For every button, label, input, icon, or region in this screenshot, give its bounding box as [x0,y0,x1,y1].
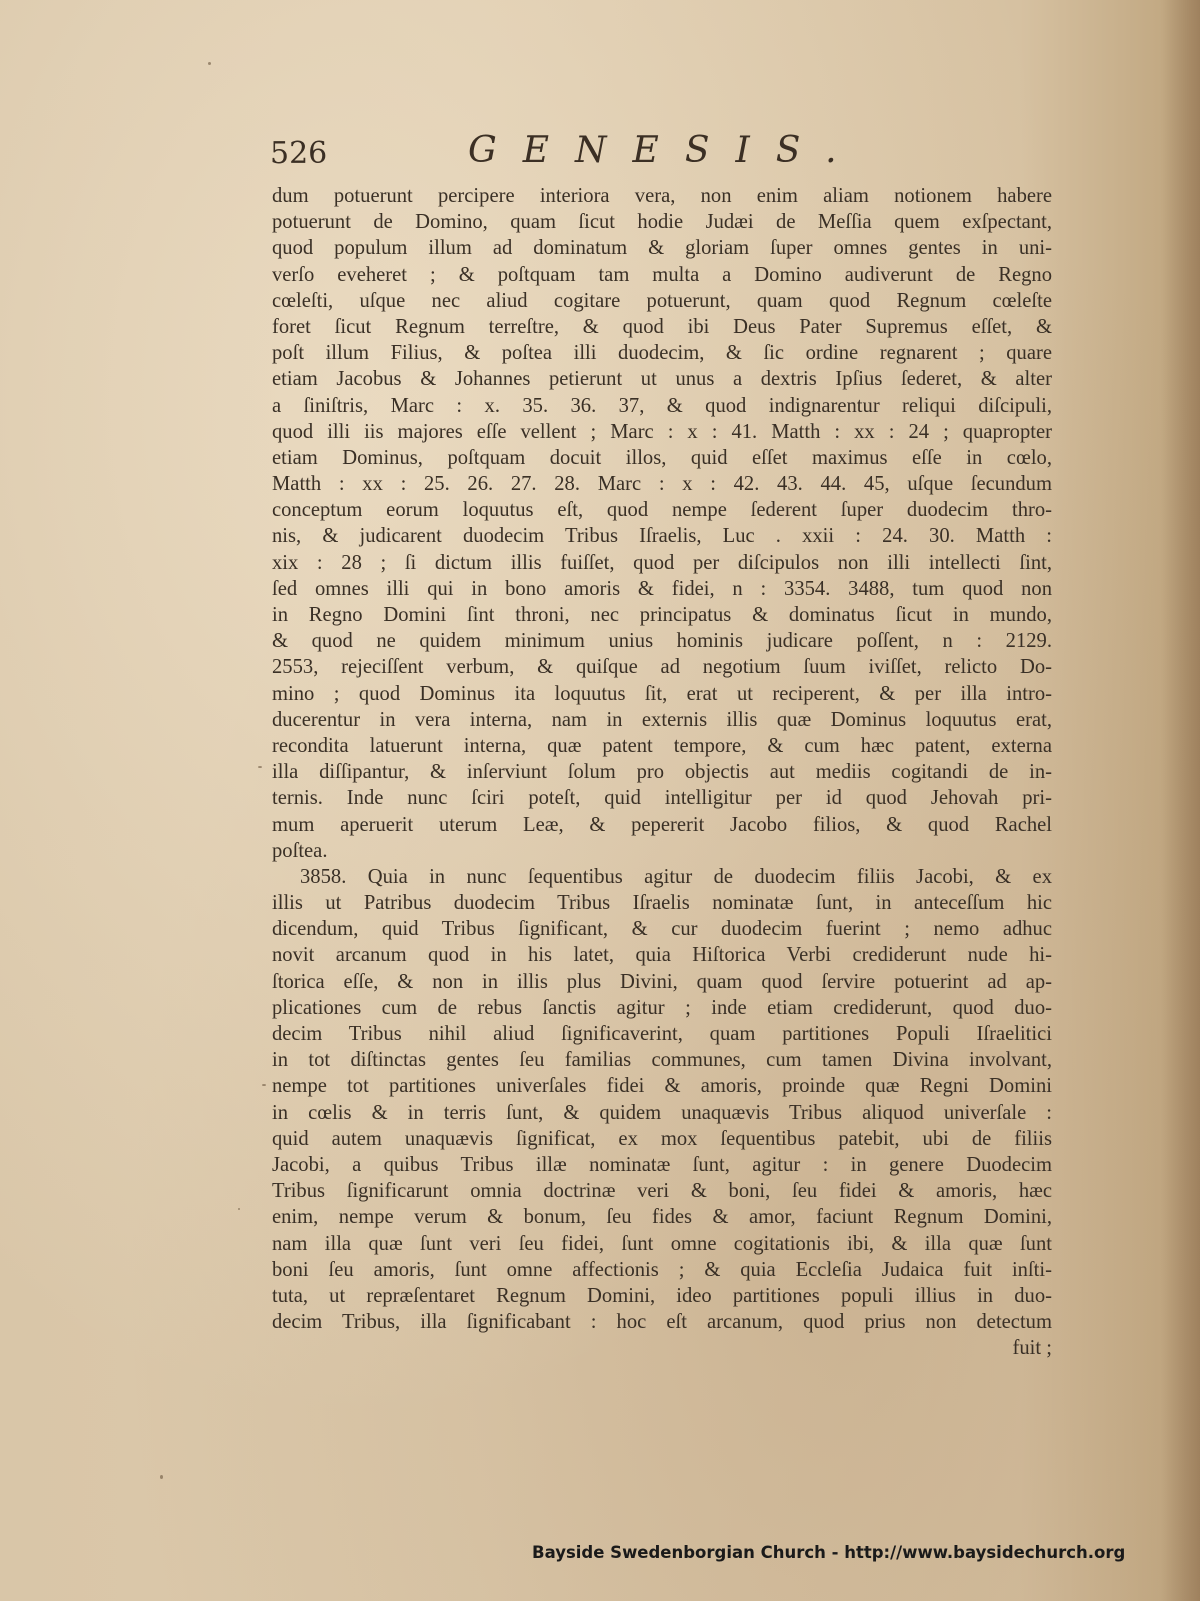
text-line: dicendum, quid Tribus ſignificant, & cur duodecim fuerint ; nemo adhuc [272,918,1052,941]
text-line: Jacobi, a quibus Tribus illæ nominatæ ſunt, agitur : in genere Duodecim [272,1153,1052,1176]
text-line: in tot diſtinctas gentes ſeu familias communes, cum tamen Divina involvant, [272,1049,1052,1072]
section-start-line: 3858. Quia in nunc ſequentibus agitur de duodecim filiis Jacobi, & ex [300,865,1052,888]
running-title: GENESIS. [468,130,863,171]
text-line: nis, & judicarent duodecim Tribus Iſraelis, Luc . xxii : 24. 30. Matth : [272,525,1052,548]
paper-speck [238,1208,240,1210]
text-line: nam illa quæ ſunt veri ſeu fidei, ſunt omne cogitationis ibi, & illa quæ ſunt [272,1232,1052,1255]
footer-credit: Bayside Swedenborgian Church - http://www.baysidechurch.org [532,1543,1126,1562]
text-line: etiam Jacobus & Johannes petierunt ut unus a dextris Ipſius ſederet, & alter [272,368,1052,391]
text-line: enim, nempe verum & bonum, ſeu fides & amor, faciunt Regnum Domini, [272,1206,1052,1229]
paper-speck [208,62,211,65]
text-line: & quod ne quidem minimum unius hominis judicare poſſent, n : 2129. [272,630,1052,653]
text-line: foret ſicut Regnum terreſtre, & quod ibi Deus Pater Supremus eſſet, & [272,315,1052,338]
page-number: 526 [270,136,328,171]
text-line: novit arcanum quod in his latet, quia Hiſtorica Verbi crediderunt nude hi- [272,944,1052,967]
text-line: potuerunt de Domino, quam ſicut hodie Judæi de Meſſia quem exſpectant, [272,211,1052,234]
text-line: quid autem unaquævis ſignificat, ex mox ſequentibus patebit, ubi de filiis [272,1127,1052,1150]
text-line: nempe tot partitiones univerſales fidei & amoris, proinde quæ Regni Domini [272,1075,1052,1098]
text-line: 2553, rejeciſſent verbum, & quiſque ad negotium ſuum iviſſet, relicto Do- [272,656,1052,679]
text-line: illa diſſipantur, & inſerviunt ſolum pro objectis aut mediis cogitandi de in- [272,761,1052,784]
text-line: Matth : xx : 25. 26. 27. 28. Marc : x : 42. 43. 44. 45, uſque ſecundum [272,473,1052,496]
text-line: in Regno Domini ſint throni, nec principatus & dominatus ſicut in mundo, [272,604,1052,626]
page-edge-shadow [1160,0,1200,1601]
text-line: plicationes cum de rebus ſanctis agitur ; inde etiam crediderunt, quod duo- [272,996,1052,1019]
text-line: mum aperuerit uterum Leæ, & pepererit Jacobo filios, & quod Rachel [272,813,1052,836]
text-line: etiam Dominus, poſtquam docuit illos, quid eſſet maximus eſſe in cœlo, [272,446,1052,469]
paragraph-end-line: poſtea. [272,839,328,862]
paper-speck [262,1084,266,1086]
text-line: ducerentur in vera interna, nam in externis illis quæ Dominus loquutus erat, [272,708,1052,731]
text-line: ſed omnes illi qui in bono amoris & fidei, n : 3354. 3488, tum quod non [272,577,1052,600]
text-line: dum potuerunt percipere interiora vera, non enim aliam notionem habere [272,185,1052,207]
text-line: quod illi iis majores eſſe vellent ; Marc : x : 41. Matth : xx : 24 ; quapropter [272,420,1052,443]
catchword: fuit ; [1012,1337,1052,1360]
text-line: boni ſeu amoris, ſunt omne affectionis ; & quia Eccleſia Judaica fuit inſti- [272,1258,1052,1281]
text-line: a ſiniſtris, Marc : x. 35. 36. 37, & quod indignarentur reliqui diſcipuli, [272,394,1052,417]
text-line: xix : 28 ; ſi dictum illis fuiſſet, quod per diſcipulos non illi intellecti ſint, [272,551,1052,574]
text-line: Tribus ſignificarunt omnia doctrinæ veri & boni, ſeu fidei & amoris, hæc [272,1180,1052,1203]
paper-speck [160,1475,163,1479]
text-line: poſt illum Filius, & poſtea illi duodecim, & ſic ordine regnarent ; quare [272,342,1052,365]
text-line: decim Tribus nihil aliud ſignificaverint, quam partitiones Populi Iſraelitici [272,1023,1052,1045]
text-line: cœleſti, uſque nec aliud cogitare potuerunt, quam quod Regnum cœleſte [272,289,1052,312]
text-line: ſtorica eſſe, & non in illis plus Divini, quam quod ſervire potuerint ad ap- [272,970,1052,993]
text-line: recondita latuerunt interna, quæ patent tempore, & cum hæc patent, externa [272,734,1052,757]
text-line: tuta, ut repræſentaret Regnum Domini, ideo partitiones populi illius in duo- [272,1284,1052,1307]
text-line: verſo eveheret ; & poſtquam tam multa a Domino audiverunt de Regno [272,263,1052,286]
paper-speck [258,766,262,768]
text-line: quod populum illum ad dominatum & gloriam ſuper omnes gentes in uni- [272,237,1052,260]
text-line: mino ; quod Dominus ita loquutus ſit, erat ut reciperent, & per illa intro- [272,682,1052,705]
text-line: in cœlis & in terris ſunt, & quidem unaquævis Tribus aliquod univerſale : [272,1101,1052,1124]
text-line: conceptum eorum loquutus eſt, quod nempe ſederent ſuper duodecim thro- [272,499,1052,522]
page-header [270,130,880,180]
body-text [272,183,1052,1361]
text-line: decim Tribus, illa ſignificabant : hoc eſt arcanum, quod prius non detectum [272,1311,1052,1334]
text-line: ternis. Inde nunc ſciri poteſt, quid intelligitur per id quod Jehovah pri- [272,787,1052,810]
text-line: illis ut Patribus duodecim Tribus Iſraelis nominatæ ſunt, in anteceſſum hic [272,892,1052,915]
